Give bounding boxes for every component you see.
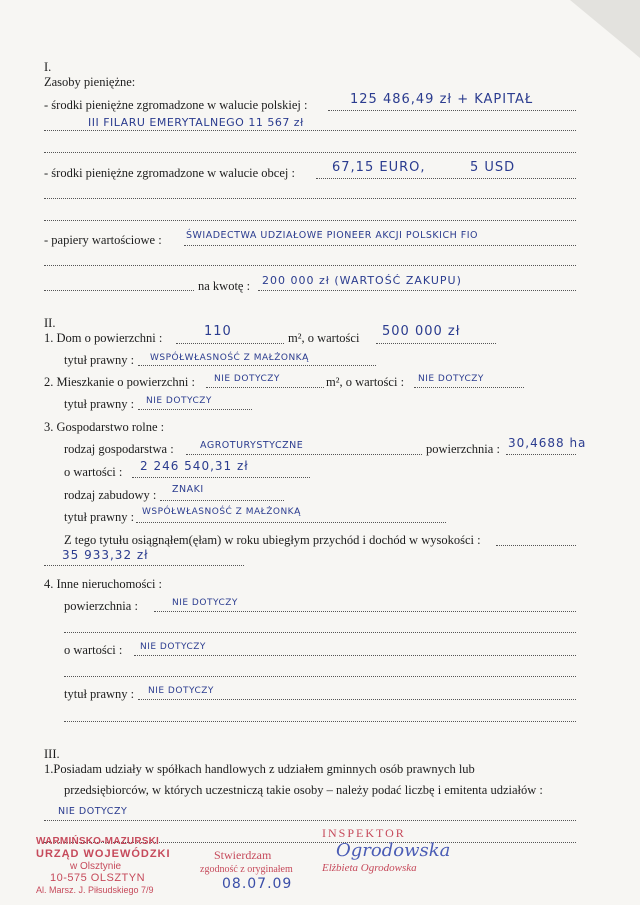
section-3-value: NIE DOTYCZY bbox=[58, 806, 128, 817]
blank-dots-6 bbox=[64, 676, 576, 677]
farm-title-label: tytuł prawny : bbox=[64, 510, 135, 524]
amount-pre-dots bbox=[44, 290, 194, 291]
amount-value: 200 000 zł (WARTOŚĆ ZAKUPU) bbox=[262, 274, 462, 287]
other-value: NIE DOTYCZY bbox=[140, 642, 206, 652]
inspector-name: Elżbieta Ogrodowska bbox=[322, 862, 417, 874]
blank-dots-7 bbox=[64, 721, 576, 722]
blank-dots-1 bbox=[44, 152, 576, 153]
office-stamp-line-5: Al. Marsz. J. Piłsudskiego 7/9 bbox=[36, 885, 154, 895]
farm-area-dots bbox=[506, 454, 576, 455]
m2-label: m², o wartości bbox=[288, 331, 360, 345]
farm-type: AGROTURYSTYCZNE bbox=[200, 440, 304, 451]
blank-dots-4 bbox=[44, 265, 576, 266]
house-title-label: tytuł prawny : bbox=[64, 353, 135, 367]
build-value: ZNAKI bbox=[172, 484, 204, 495]
farm-type-label: rodzaj gospodarstwa : bbox=[64, 442, 174, 456]
farm-type-dots bbox=[186, 454, 422, 455]
house-value-dots bbox=[376, 343, 496, 344]
other-value-label: o wartości : bbox=[64, 643, 123, 657]
flat-label: 2. Mieszkanie o powierzchni : bbox=[44, 375, 195, 389]
certify-date: 08.07.09 bbox=[222, 876, 293, 892]
section-1-heading: I. bbox=[44, 60, 52, 74]
pln-dots bbox=[328, 110, 576, 111]
foreign-label: - środki pieniężne zgromadzone w walucie obcej : bbox=[44, 166, 295, 180]
flat-value-dots bbox=[414, 387, 524, 388]
flat-area: NIE DOTYCZY bbox=[214, 374, 280, 384]
other-value-dots bbox=[134, 655, 576, 656]
section-3-dots bbox=[44, 820, 576, 821]
section-3-text-2: przedsiębiorców, w których uczestniczą takie osoby – należy podać liczbę i emitenta udziałów : bbox=[64, 783, 543, 797]
flat-title: NIE DOTYCZY bbox=[146, 396, 212, 406]
blank-dots-2 bbox=[44, 198, 576, 199]
build-dots bbox=[160, 500, 284, 501]
securities-value: ŚWIADECTWA UDZIAŁOWE PIONEER AKCJI POLSKICH FIO bbox=[186, 230, 478, 241]
section-3-text-1: 1.Posiadam udziały w spółkach handlowych z udziałem gminnych osób prawnych lub bbox=[44, 762, 475, 776]
blank-dots-5 bbox=[64, 632, 576, 633]
amount-label: na kwotę : bbox=[198, 279, 251, 293]
farm-area: 30,4688 ha bbox=[508, 436, 587, 450]
other-title: NIE DOTYCZY bbox=[148, 686, 214, 696]
other-area-label: powierzchnia : bbox=[64, 599, 138, 613]
flat-area-dots bbox=[206, 387, 324, 388]
other-label: 4. Inne nieruchomości : bbox=[44, 577, 163, 591]
house-area: 110 bbox=[204, 324, 232, 339]
pln-value-2: III FILARU EMERYTALNEGO 11 567 zł bbox=[88, 116, 304, 129]
foreign-value-2: 5 USD bbox=[470, 160, 516, 175]
other-title-dots bbox=[138, 699, 576, 700]
house-value: 500 000 zł bbox=[382, 324, 461, 339]
certify-line-2: zgodność z oryginałem bbox=[200, 864, 293, 875]
farm-value-label: o wartości : bbox=[64, 465, 123, 479]
house-label: 1. Dom o powierzchni : bbox=[44, 331, 163, 345]
office-stamp-line-4: 10-575 OLSZTYN bbox=[50, 872, 146, 884]
pln-value: 125 486,49 zł + KAPITAŁ bbox=[350, 92, 534, 107]
amount-dots bbox=[258, 290, 576, 291]
farm-value: 2 246 540,31 zł bbox=[140, 459, 249, 473]
other-area-dots bbox=[154, 611, 576, 612]
other-area: NIE DOTYCZY bbox=[172, 598, 238, 608]
foreign-value-1: 67,15 EURO, bbox=[332, 160, 426, 175]
certify-line-1: Stwierdzam bbox=[214, 848, 272, 862]
pln-dots-2 bbox=[44, 130, 576, 131]
income-dots-2 bbox=[44, 565, 244, 566]
pln-label: - środki pieniężne zgromadzone w walucie polskiej : bbox=[44, 98, 308, 112]
flat-m2-label: m², o wartości : bbox=[326, 375, 405, 389]
inspector-signature: Ogrodowska bbox=[336, 840, 451, 861]
house-title-dots bbox=[138, 365, 376, 366]
blank-dots-3 bbox=[44, 220, 576, 221]
farm-label: 3. Gospodarstwo rolne : bbox=[44, 420, 165, 434]
flat-title-dots bbox=[138, 409, 252, 410]
section-3-heading: III. bbox=[44, 747, 60, 761]
flat-title-label: tytuł prawny : bbox=[64, 397, 135, 411]
farm-title-dots bbox=[136, 522, 446, 523]
house-area-dots bbox=[176, 343, 284, 344]
farm-value-dots bbox=[132, 477, 310, 478]
foreign-dots bbox=[316, 178, 576, 179]
farm-area-label: powierzchnia : bbox=[426, 442, 500, 456]
income-label: Z tego tytułu osiągnąłem(ęłam) w roku ubiegłym przychód i dochód w wysokości : bbox=[64, 533, 481, 547]
section-2-heading: II. bbox=[44, 316, 56, 330]
office-stamp-line-3: w Olsztynie bbox=[70, 861, 122, 872]
income-dots-1 bbox=[496, 545, 576, 546]
income-value: 35 933,32 zł bbox=[62, 548, 149, 562]
page-fold bbox=[570, 0, 640, 58]
section-1-subtitle: Zasoby pieniężne: bbox=[44, 75, 136, 89]
inspector-title: INSPEKTOR bbox=[322, 826, 406, 840]
build-label: rodzaj zabudowy : bbox=[64, 488, 157, 502]
securities-dots bbox=[184, 245, 576, 246]
house-title: WSPÓŁWŁASNOŚĆ Z MAŁŻONKĄ bbox=[150, 353, 309, 363]
securities-label: - papiery wartościowe : bbox=[44, 233, 162, 247]
farm-title: WSPÓŁWŁASNOŚĆ Z MAŁŻONKĄ bbox=[142, 507, 301, 517]
flat-value: NIE DOTYCZY bbox=[418, 374, 484, 384]
office-stamp-line-1: WARMIŃSKO-MAZURSKI bbox=[36, 836, 160, 847]
other-title-label: tytuł prawny : bbox=[64, 687, 135, 701]
office-stamp-line-2: URZĄD WOJEWÓDZKI bbox=[36, 848, 171, 860]
